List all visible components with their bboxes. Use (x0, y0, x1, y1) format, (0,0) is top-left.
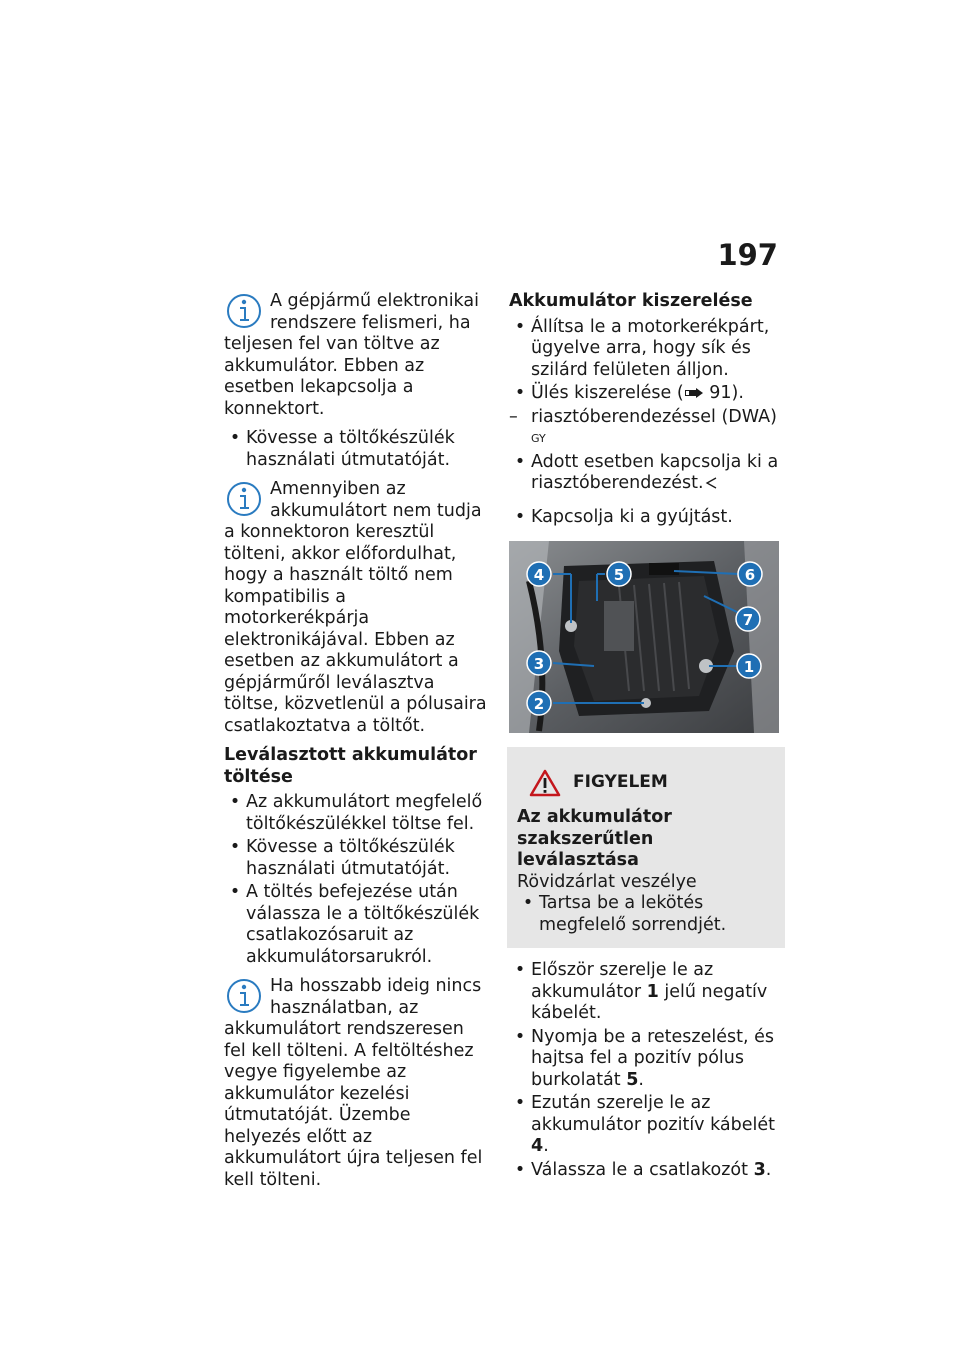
warning-subtitle: Az akkumulátor szakszerűtlen leválasztása (517, 807, 672, 870)
svg-text:7: 7 (742, 611, 754, 629)
svg-text:5: 5 (613, 566, 625, 584)
info-note-2 (224, 479, 489, 737)
step-positive-cable: • Ezután szerelje le az akkumulátor pozitív kábelét 4. (509, 1093, 781, 1158)
photo-label-3 (527, 651, 551, 675)
warning-text: Rövidzárlat veszélye (517, 871, 697, 892)
bullet-charge: • Az akkumulátort megfelelő töltőkészülékkel töltse fel. (224, 792, 489, 835)
photo-label-2 (527, 691, 551, 715)
svg-text:4: 4 (533, 566, 545, 584)
info-icon (224, 479, 266, 519)
bullet-alarm-off: • Adott esetben kapcsolja ki a riasztóberendezést. (509, 452, 781, 495)
page-ref[interactable]: 91 (709, 383, 732, 403)
bullet-seat: • Ülés kiszerelése ( 91). (509, 383, 781, 405)
battery-photo (509, 541, 779, 733)
step-connector: • Válassza le a csatlakozót 3. (509, 1160, 781, 1182)
warning-bullet: • Tartsa be a lekötés megfelelő sorrendjét. (517, 893, 773, 936)
photo-label-6 (738, 562, 762, 586)
step-negative-cable: • Először szerelje le az akkumulátor 1 jelű negatív kábelét. (509, 960, 781, 1025)
warning-title: FIGYELEM (573, 772, 668, 793)
info-note-3 (224, 976, 489, 1191)
photo-label-7 (736, 607, 760, 631)
bullet-manual: • Kövesse a töltőkészülék használati útmutatóját. (224, 837, 489, 880)
photo-label-5 (607, 562, 631, 586)
dash-alarm-option: – riasztóberendezéssel (DWA) $^{GY}$ (509, 407, 781, 450)
step-positive-cover: • Nyomja be a reteszelést, és hajtsa fel a pozitív pólus burkolatát 5. (509, 1027, 781, 1092)
section-heading-disconnected-charging: Leválasztott akkumulátor töltése (224, 745, 477, 787)
end-of-section-icon (704, 476, 718, 490)
info-text-1: A gépjármű elektronikai rendszere felismeri, ha teljesen fel van töltve az akkumulátor. Ebben az esetben lekapcsolja a konnektort. (224, 291, 479, 419)
info-text-3: Ha hosszabb ideig nincs használatban, az akkumulátort rendszeresen fel kell tölteni. A feltöltéshez vegye figyelembe az akkumulátor kezelési útmutatóját. Üzembe helyezés előtt az akkumulátort újra teljesen fel kell tölteni. (224, 976, 483, 1190)
photo-label-4 (527, 562, 551, 586)
info-icon (224, 976, 266, 1016)
bullet-disconnect: • A töltés befejezése után válassza le a töltőkészülék csatlakozósaruit az akkumulátorsarukról. (224, 882, 489, 968)
info-icon (224, 291, 266, 331)
section-heading-removal: Akkumulátor kiszerelése (509, 291, 753, 311)
page-ref-arrow-icon (684, 387, 704, 399)
bullet-ignition-off: • Kapcsolja ki a gyújtást. (509, 507, 781, 529)
warning-box (507, 747, 785, 948)
warning-triangle-icon (529, 769, 561, 797)
warning-header (529, 769, 773, 797)
page-number: 197 (717, 238, 778, 272)
info-text-2: Amennyiben az akkumulátort nem tudja a konnektoron keresztül tölteni, akkor előfordulhat, hogy a használt töltő nem kompatibilis a motorkerékpárja elektronikájával. Ebben az esetben az akkumulátort a gépjárműről leválasztva töltse, közvetlenül a pólusaira csatlakoztatva a töltőt. (224, 479, 487, 736)
svg-text:1: 1 (743, 658, 755, 676)
bullet-park: • Állítsa le a motorkerékpárt, ügyelve arra, hogy sík és szilárd felületen álljon. (509, 317, 781, 382)
svg-text:2: 2 (533, 695, 545, 713)
bullet-follow-manual: • Kövesse a töltőkészülék használati útmutatóját. (224, 428, 489, 471)
photo-label-1 (737, 654, 761, 678)
svg-text:6: 6 (744, 566, 756, 584)
svg-text:3: 3 (533, 655, 545, 673)
left-column (224, 291, 489, 1199)
right-column (509, 291, 781, 1183)
info-note-1 (224, 291, 489, 420)
